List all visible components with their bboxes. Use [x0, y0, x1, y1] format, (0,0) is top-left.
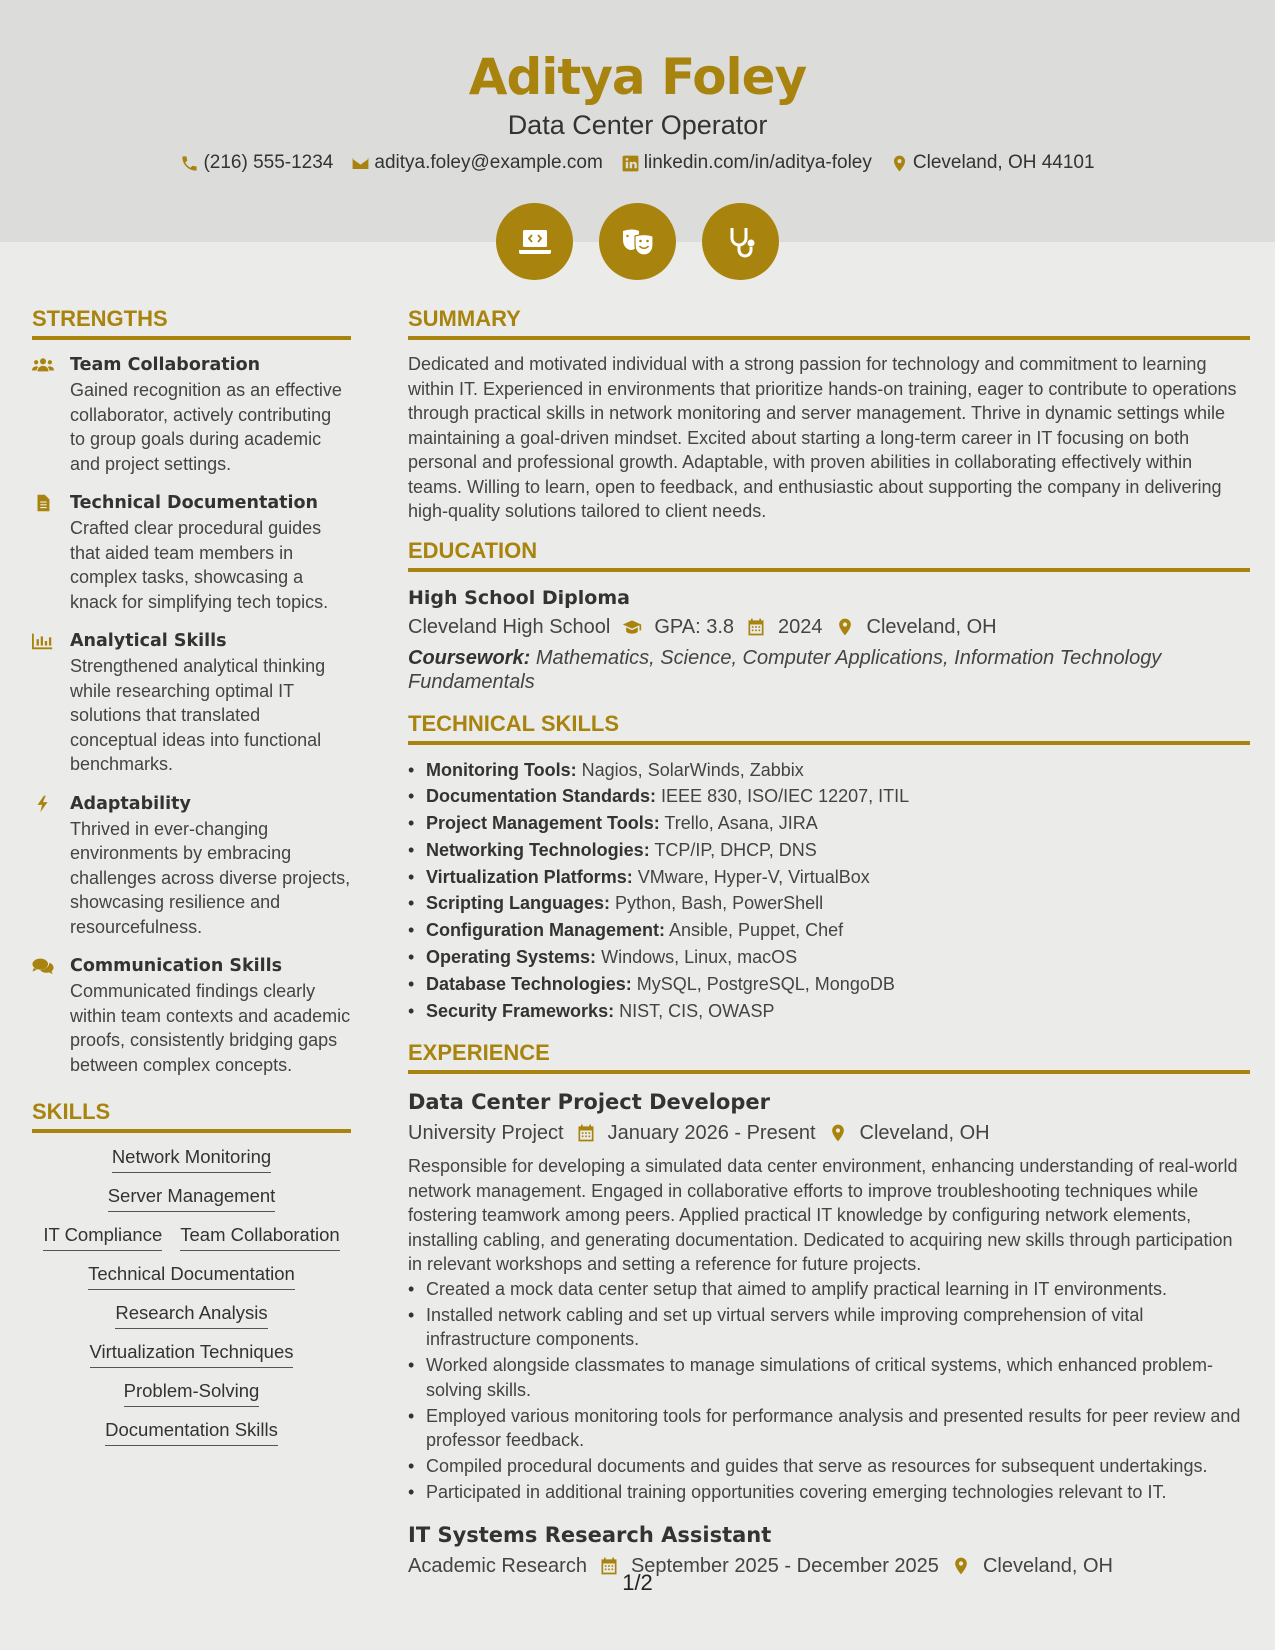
candidate-name: Aditya Foley — [468, 48, 807, 106]
school-name: Cleveland High School — [408, 615, 611, 638]
bolt-icon — [32, 795, 54, 813]
contact-bar — [0, 152, 1275, 174]
tech-label: Virtualization Platforms: — [426, 866, 633, 887]
location-text: Cleveland, OH 44101 — [912, 152, 1095, 173]
degree-title: High School Diploma — [408, 586, 630, 609]
stethoscope-circle — [702, 203, 779, 280]
map-marker-icon — [835, 617, 855, 637]
coursework-text: Mathematics, Science, Computer Applications, Information Technology Fundamentals — [408, 646, 1162, 693]
strength-title: Adaptability — [70, 793, 191, 814]
tech-value: NIST, CIS, OWASP — [619, 1000, 775, 1021]
page-number: 1/2 — [622, 1570, 653, 1595]
tech-label: Configuration Management: — [426, 920, 665, 941]
skill-tag: Research Analysis — [115, 1301, 267, 1329]
tech-value: Python, Bash, PowerShell — [615, 893, 824, 914]
skills-section — [32, 1099, 351, 1446]
education-meta — [408, 612, 1250, 642]
calendar-icon — [576, 1123, 596, 1143]
strength-desc: Gained recognition as an effective collaborator, actively contributing to group goals during academic and project settings. — [70, 380, 342, 474]
strength-desc: Crafted clear procedural guides that aided team members in complex tasks, showcasing a knack for simplifying tech topics. — [70, 518, 329, 612]
job-title-2: IT Systems Research Assistant — [408, 1522, 772, 1547]
tech-label: Database Technologies: — [426, 973, 632, 994]
strength-item — [32, 953, 351, 1077]
map-marker-icon — [828, 1123, 848, 1143]
job-dates: January 2026 - Present — [607, 1122, 816, 1145]
phone-item[interactable] — [180, 152, 333, 174]
list-item — [408, 864, 1250, 891]
list-item — [408, 783, 1250, 810]
skills-heading: SKILLS — [32, 1099, 351, 1133]
skill-tag: IT Compliance — [43, 1223, 162, 1251]
summary-text: Dedicated and motivated individual with a strong passion for technology and commitment to learning within IT. Experienced in environments that prioritize hands-on training, eager to contribute to operations through practical skills in network monitoring and server management. Thrive in dynamic settings while maintaining a goal-driven mindset. Excited about starting a long-term career in IT focusing on both personal and professional growth. Adaptable, with proven abilities in collaborating effectively within teams. Willing to learn, open to feedback, and enthusiastic about supporting the company in delivering high-quality solutions tailored to client needs. — [408, 354, 1237, 521]
job-bullets — [408, 1277, 1250, 1505]
phone-icon — [180, 154, 199, 173]
document-icon — [32, 494, 54, 512]
strength-desc: Communicated findings clearly within team contexts and academic proofs, consistently bridging gaps between complex concepts. — [70, 981, 351, 1075]
laptop-code-icon — [515, 222, 555, 262]
list-item: • Created a mock data center setup that aimed to amplify practical learning in IT environments. — [408, 1277, 1250, 1302]
list-item: • Employed various monitoring tools for performance analysis and presented results for peer review and professor feedback. — [408, 1404, 1250, 1453]
strength-desc: Strengthened analytical thinking while researching optimal IT solutions that translated conceptual ideas into functional benchmarks. — [70, 656, 326, 774]
tech-value: MySQL, PostgreSQL, MongoDB — [636, 973, 895, 994]
job-meta-1 — [408, 1118, 1250, 1148]
tech-value: Windows, Linux, macOS — [601, 947, 798, 968]
job-title-1: Data Center Project Developer — [408, 1090, 770, 1115]
strength-item — [32, 791, 351, 940]
experience-heading: EXPERIENCE — [408, 1040, 1250, 1074]
graduation-cap-icon — [622, 617, 642, 637]
list-item — [408, 971, 1250, 998]
list-item — [408, 890, 1250, 917]
comments-icon — [32, 957, 54, 975]
summary-heading: SUMMARY — [408, 306, 1250, 340]
envelope-icon — [351, 154, 370, 173]
tech-label: Scripting Languages: — [426, 893, 611, 914]
skill-tag: Server Management — [108, 1184, 276, 1212]
tech-value: VMware, Hyper-V, VirtualBox — [637, 866, 870, 887]
left-column — [32, 306, 351, 1457]
list-item — [408, 810, 1250, 837]
linkedin-text: linkedin.com/in/aditya-foley — [643, 152, 872, 173]
strength-title: Communication Skills — [70, 956, 283, 976]
laptop-code-circle — [496, 203, 573, 280]
linkedin-icon — [621, 154, 640, 173]
tech-label: Security Frameworks: — [426, 1000, 615, 1021]
list-item: • Installed network cabling and set up virtual servers while improving comprehension of vital infrastructure components. — [408, 1303, 1250, 1352]
job-org: Academic Research — [408, 1554, 587, 1577]
tech-value: Nagios, SolarWinds, Zabbix — [581, 759, 804, 780]
strength-item — [32, 628, 351, 777]
strengths-heading: STRENGTHS — [32, 306, 351, 340]
list-item: • Compiled procedural documents and guides that serve as resources for subsequent undertakings. — [408, 1454, 1250, 1479]
email-text: aditya.foley@example.com — [374, 152, 603, 173]
tech-label: Project Management Tools: — [426, 813, 660, 834]
job-dates: September 2025 - December 2025 — [630, 1554, 939, 1577]
strength-item — [32, 490, 351, 614]
strength-title: Team Collaboration — [70, 355, 261, 375]
skill-tag: Problem-Solving — [124, 1379, 260, 1407]
strength-title: Technical Documentation — [70, 493, 319, 513]
location-item — [890, 152, 1095, 174]
theater-masks-circle — [599, 203, 676, 280]
tech-value: Trello, Asana, JIRA — [664, 813, 818, 834]
job-location: Cleveland, OH — [859, 1122, 990, 1145]
skill-tag: Network Monitoring — [112, 1145, 271, 1173]
stethoscope-icon — [721, 222, 761, 262]
list-item — [408, 837, 1250, 864]
technical-skills-heading: TECHNICAL SKILLS — [408, 711, 1250, 745]
job-title: Data Center Operator — [507, 110, 768, 140]
tech-value: TCP/IP, DHCP, DNS — [654, 839, 817, 860]
strength-title: Analytical Skills — [70, 631, 227, 651]
list-item — [408, 917, 1250, 944]
tech-value: Ansible, Puppet, Chef — [669, 920, 844, 941]
tech-label: Monitoring Tools: — [426, 759, 577, 780]
linkedin-item[interactable] — [621, 152, 872, 174]
email-item[interactable] — [351, 152, 602, 174]
map-marker-icon — [890, 154, 909, 173]
interest-icons — [0, 203, 1275, 280]
list-item: • Participated in additional training opportunities covering emerging technologies relevant to IT. — [408, 1480, 1250, 1505]
school-location: Cleveland, OH — [866, 615, 997, 638]
job-description: Responsible for developing a simulated data center environment, enhancing understanding of real-world network management. Engaged in collaborative efforts to improve troubleshooting techniques while fostering teamwork among peers. Applied practical IT knowledge by configuring network elements, installing cabling, and generating documentation. Dedicated to acquiring new skills through participation in relevant workshops and setting a reference for future projects. — [408, 1156, 1238, 1275]
list-item — [408, 944, 1250, 971]
list-item — [408, 757, 1250, 784]
job-org: University Project — [408, 1122, 564, 1145]
chart-bar-icon — [32, 632, 54, 650]
gpa-text: GPA: 3.8 — [654, 615, 735, 638]
skill-tag: Virtualization Techniques — [90, 1340, 294, 1368]
skill-tag: Documentation Skills — [105, 1418, 278, 1446]
calendar-icon — [746, 617, 766, 637]
coursework-label: Coursework: — [408, 646, 531, 669]
tech-value: IEEE 830, ISO/IEC 12207, ITIL — [661, 786, 910, 807]
tech-label: Operating Systems: — [426, 947, 597, 968]
tech-label: Documentation Standards: — [426, 786, 657, 807]
coursework — [408, 646, 1250, 695]
list-item: • Worked alongside classmates to manage simulations of critical systems, which enhanced problem-solving skills. — [408, 1353, 1250, 1402]
graduation-year: 2024 — [778, 615, 823, 638]
strength-item — [32, 352, 351, 476]
technical-skills-list — [408, 757, 1250, 1025]
job-location: Cleveland, OH — [982, 1554, 1113, 1577]
education-heading: EDUCATION — [408, 538, 1250, 572]
phone-text: (216) 555-1234 — [203, 152, 334, 173]
theater-masks-icon — [618, 222, 658, 262]
tech-label: Networking Technologies: — [426, 839, 650, 860]
list-item — [408, 998, 1250, 1025]
skill-tag: Team Collaboration — [180, 1223, 339, 1251]
users-icon — [32, 356, 54, 374]
skill-tag: Technical Documentation — [88, 1262, 295, 1290]
strength-desc: Thrived in ever-changing environments by embracing challenges across diverse projects, showcasing resilience and resourcefulness. — [70, 818, 351, 937]
right-column — [408, 306, 1250, 1581]
